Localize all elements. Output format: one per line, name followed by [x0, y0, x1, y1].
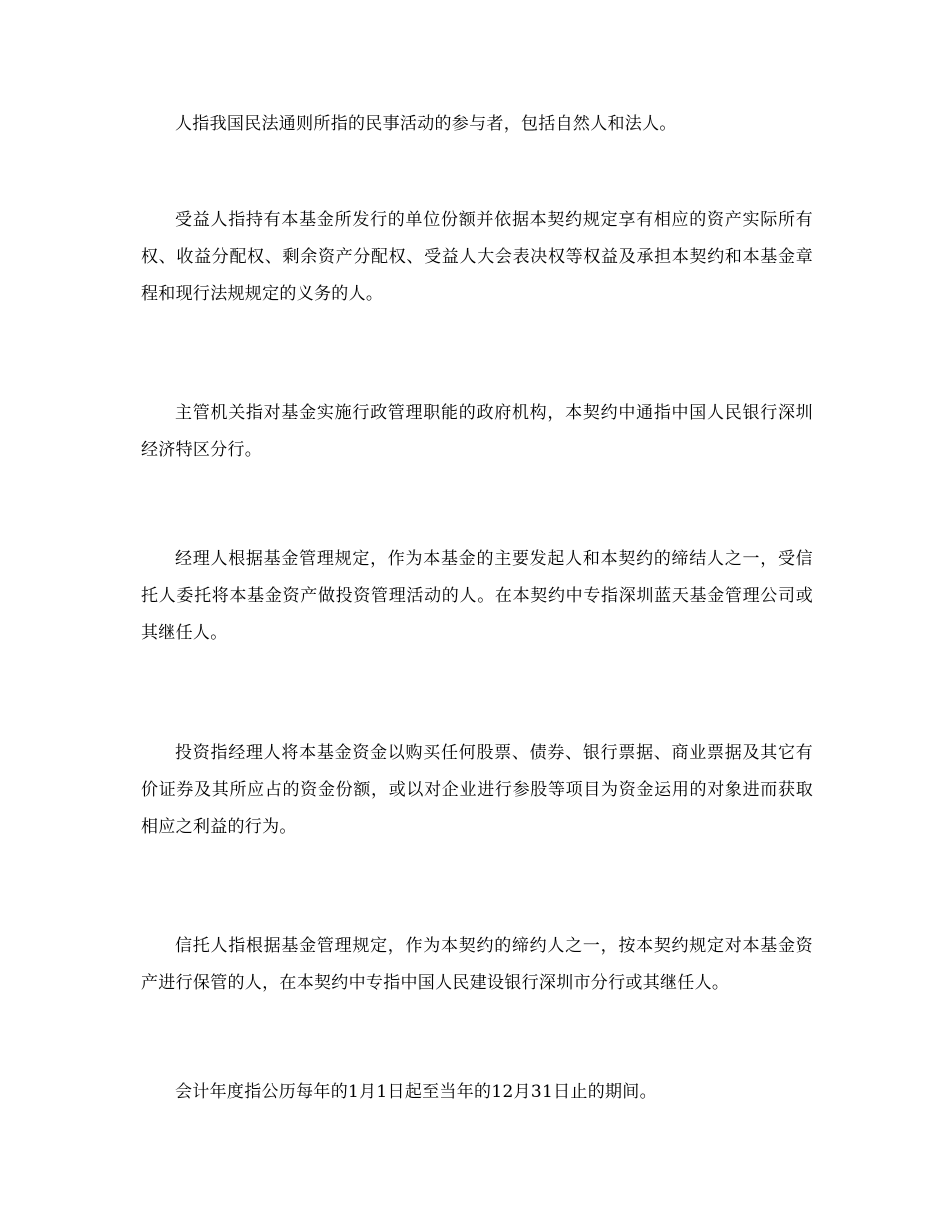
definition-paragraph-fiscal-year: 会计年度指公历每年的1月1日起至当年的12月31日止的期间。: [175, 1082, 657, 1102]
definition-paragraph-manager: 经理人根据基金管理规定，作为本基金的主要发起人和本契约的缔结人之一，受信托人委托将本基金资产做投资管理活动的人。在本契约中专指深圳蓝天基金管理公司或其继任人。: [141, 549, 813, 643]
definition-paragraph-beneficiary: 受益人指持有本基金所发行的单位份额并依据本契约规定享有相应的资产实际所有权、收益分配权、剩余资产分配权、受益人大会表决权等权益及承担本契约和本基金章程和现行法规规定的义务的人。: [141, 210, 813, 304]
definition-paragraph-person: 人指我国民法通则所指的民事活动的参与者，包括自然人和法人。: [175, 114, 677, 134]
definition-paragraph-authority: 主管机关指对基金实施行政管理职能的政府机构，本契约中通指中国人民银行深圳经济特区分行。: [141, 403, 813, 460]
definition-paragraph-trustee: 信托人指根据基金管理规定，作为本契约的缔约人之一，按本契约规定对本基金资产进行保管的人，在本契约中专指中国人民建设银行深圳市分行或其继任人。: [141, 936, 813, 993]
definition-paragraph-investment: 投资指经理人将本基金资金以购买任何股票、债券、银行票据、商业票据及其它有价证券及其所应占的资金份额，或以对企业进行参股等项目为资金运用的对象进而获取相应之利益的行为。: [141, 743, 813, 837]
